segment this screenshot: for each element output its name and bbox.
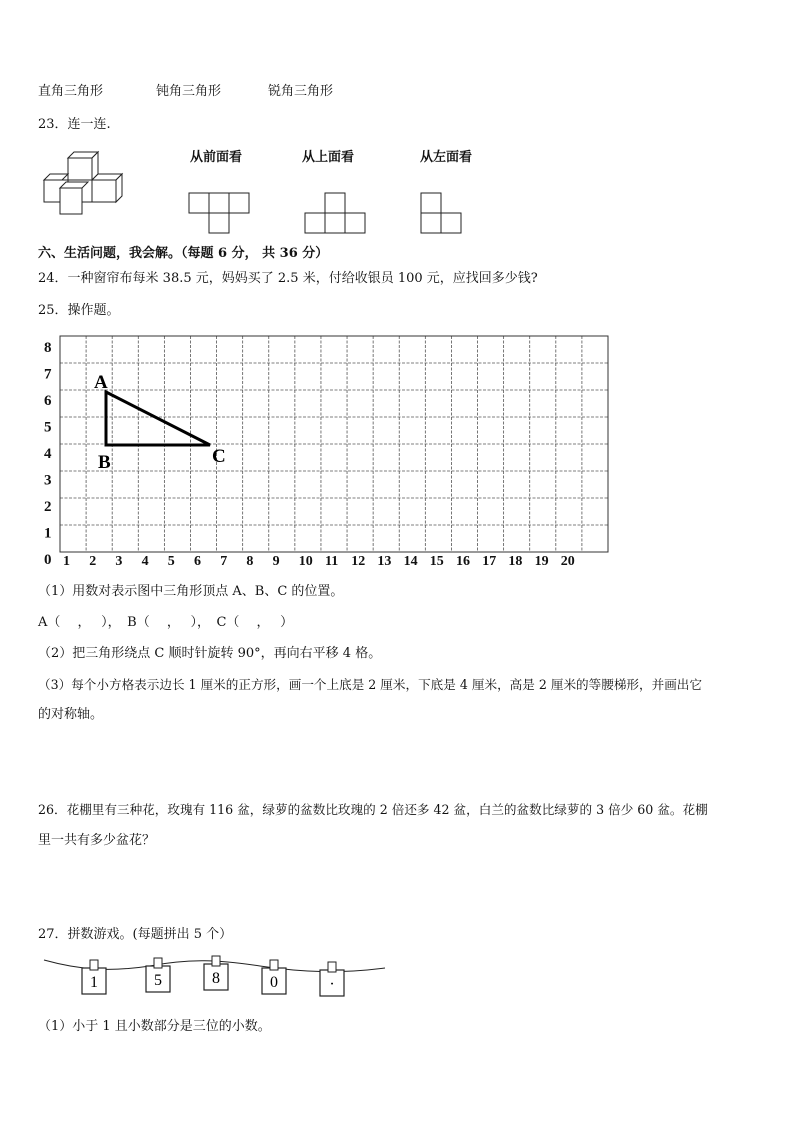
y-axis-label: 4 (44, 446, 52, 462)
y-axis-label: 0 (44, 552, 52, 568)
q24-text: 24．一种窗帘布每米 38.5 元，妈妈买了 2.5 米，付给收银员 100 元，应找回多少钱? (38, 271, 538, 286)
coordinate-grid (36, 334, 616, 570)
vertex-b-label: B (98, 452, 111, 473)
y-axis-label: 8 (44, 340, 52, 356)
q25-sub3-line2: 的对称轴。 (38, 707, 104, 722)
card-digit: 5 (154, 972, 162, 989)
option-acute-triangle: 锐角三角形 (268, 84, 334, 99)
q27-sub1: （1）小于 1 且小数部分是三位的小数。 (38, 1019, 271, 1034)
x-axis-label: 12 (351, 554, 366, 569)
x-axis-label: 6 (194, 554, 201, 569)
option-obtuse-triangle: 钝角三角形 (156, 84, 222, 99)
cube-stack-figure (38, 144, 124, 216)
x-axis-label: 4 (141, 554, 149, 569)
x-axis-label: 2 (89, 554, 97, 569)
x-axis-label: 11 (325, 554, 339, 569)
number-card (262, 960, 286, 994)
x-axis-label: 9 (272, 554, 280, 569)
x-axis-label: 14 (403, 554, 418, 569)
section-6-heading: 六、生活问题，我会解。（每题 6 分， 共 36 分） (38, 246, 329, 261)
x-axis-label: 10 (298, 554, 313, 569)
card-digit: · (329, 976, 335, 993)
q25-title: 25．操作题。 (38, 303, 120, 318)
view-shape-front (188, 192, 250, 234)
y-axis-label: 5 (44, 419, 52, 436)
y-axis-label: 2 (44, 499, 52, 515)
q25-sub1: （1）用数对表示图中三角形顶点 A、B、C 的位置。 (38, 584, 344, 599)
x-axis-label: 5 (167, 554, 175, 569)
card-clip (90, 960, 98, 970)
y-axis-label: 3 (44, 472, 52, 489)
q25-sub2: （2）把三角形绕点 C 顺时针旋转 90°，再向右平移 4 格。 (38, 646, 382, 661)
x-axis-label: 1 (63, 554, 70, 569)
x-axis-label: 15 (429, 554, 444, 569)
q23-title: 23．连一连. (38, 117, 111, 132)
vertex-c-label: C (212, 446, 226, 467)
y-axis-label: 7 (44, 366, 52, 383)
triangle-abc (106, 392, 210, 445)
q27-title: 27．拼数游戏。(每题拼出 5 个） (38, 927, 233, 942)
card-clip (154, 958, 162, 968)
q26-line1: 26．花棚里有三种花，玫瑰有 116 盆，绿萝的盆数比玫瑰的 2 倍还多 42 盆，白兰的盆数比绿萝的 3 倍少 60 盆。花棚 (38, 802, 708, 817)
card-digit: 1 (90, 974, 98, 991)
number-cards-figure (40, 954, 390, 1002)
q25-sub3-line1: （3）每个小方格表示边长 1 厘米的正方形，画一个上底是 2 厘米，下底是 4 厘米，高是 2 厘米的等腰梯形，并画出它 (38, 677, 702, 692)
view-front-label: 从前面看 (190, 150, 243, 165)
x-axis-label: 18 (508, 554, 523, 569)
number-card (320, 962, 344, 996)
view-left-label: 从左面看 (420, 150, 473, 165)
x-axis-label: 13 (377, 554, 392, 569)
view-top-label: 从上面看 (302, 150, 355, 165)
card-clip (270, 960, 278, 970)
x-axis-label: 17 (482, 554, 497, 569)
vertex-a-label: A (94, 372, 108, 393)
x-axis-label: 16 (456, 554, 470, 569)
card-clip (212, 956, 220, 966)
view-shape-top (304, 192, 366, 234)
x-axis-label: 8 (246, 554, 254, 569)
y-axis-label: 6 (44, 393, 52, 409)
x-axis-label: 7 (220, 554, 228, 569)
x-axis-label: 3 (115, 554, 123, 569)
number-card (82, 960, 106, 994)
x-axis-label: 19 (534, 554, 549, 569)
view-shape-left (420, 192, 462, 234)
card-clip (328, 962, 336, 972)
q26-line2: 里一共有多少盆花？ (38, 833, 156, 848)
q25-answers: A（ ， ）， B（ ， ）， C（ ， ） (38, 615, 294, 630)
y-axis-label: 1 (44, 525, 52, 542)
card-digit: 0 (270, 974, 278, 991)
card-digit: 8 (212, 970, 220, 987)
x-axis-label: 20 (560, 554, 575, 569)
option-right-triangle: 直角三角形 (38, 84, 104, 99)
